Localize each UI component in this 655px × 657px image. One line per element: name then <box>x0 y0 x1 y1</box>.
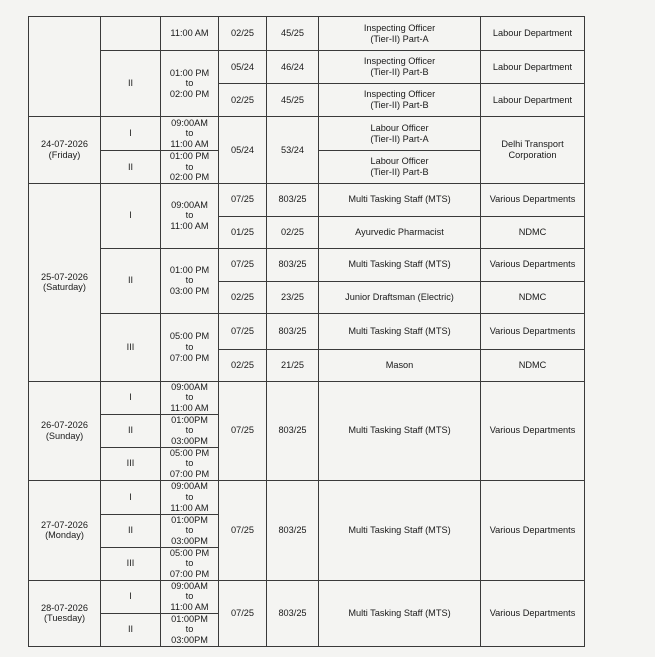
cell-line: to <box>185 491 194 502</box>
advt-no-cell: 07/25 <box>219 248 267 281</box>
time-cell <box>161 381 219 414</box>
cell-line: 02:00 PM <box>169 172 210 183</box>
table-row <box>29 17 585 51</box>
cell-line: Labour Department <box>492 61 573 72</box>
table-row <box>29 480 585 514</box>
post-name-cell <box>319 84 481 117</box>
cell-line: Labour Officer <box>370 156 429 167</box>
cell-line: Multi Tasking Staff (MTS) <box>348 425 451 436</box>
cell-line: 11:00 AM <box>170 502 209 513</box>
table-row <box>29 580 585 613</box>
shift-cell: III <box>101 313 161 381</box>
post-code-cell: 53/24 <box>267 117 319 184</box>
cell-line: Multi Tasking Staff (MTS) <box>348 607 451 618</box>
post-name-cell <box>319 117 481 151</box>
exam-schedule-table <box>28 16 585 647</box>
cell-line: 03:00 PM <box>169 286 210 297</box>
time-cell <box>161 248 219 313</box>
cell-line: 01:00PM <box>171 613 208 624</box>
cell-line: Various Departments <box>489 325 576 336</box>
table-row <box>29 381 585 414</box>
cell-line: Mason <box>385 359 414 370</box>
time-cell <box>161 313 219 381</box>
department-cell <box>481 281 585 313</box>
shift-cell: I <box>101 183 161 248</box>
cell-line: (Saturday) <box>43 282 86 293</box>
shift-cell: III <box>101 547 161 580</box>
shift-cell: II <box>101 51 161 117</box>
cell-line: 28-07-2026 <box>41 602 88 613</box>
cell-line: (Tier-II) Part-B <box>370 166 429 177</box>
post-code-cell: 803/25 <box>267 313 319 349</box>
cell-line: Inspecting Officer <box>363 56 436 67</box>
time-cell <box>161 480 219 514</box>
table-row <box>29 313 585 349</box>
department-cell <box>481 84 585 117</box>
shift-cell: I <box>101 381 161 414</box>
cell-line: to <box>185 210 194 221</box>
cell-line: Inspecting Officer <box>363 22 436 33</box>
time-cell <box>161 183 219 248</box>
post-code-cell: 803/25 <box>267 480 319 580</box>
cell-line: to <box>185 275 194 286</box>
cell-line: to <box>185 458 194 469</box>
cell-line: to <box>185 591 194 602</box>
time-cell <box>161 151 219 184</box>
shift-cell: II <box>101 151 161 184</box>
shift-cell: II <box>101 248 161 313</box>
post-code-cell: 23/25 <box>267 281 319 313</box>
date-cell <box>29 183 101 381</box>
cell-line: 09:00AM <box>171 481 208 492</box>
post-name-cell <box>319 349 481 381</box>
cell-line: 27-07-2026 <box>41 519 88 530</box>
cell-line: Multi Tasking Staff (MTS) <box>348 194 451 205</box>
advt-no-cell: 07/25 <box>219 381 267 480</box>
cell-line: 01:00PM <box>171 514 208 525</box>
advt-no-cell: 05/24 <box>219 117 267 184</box>
time-cell <box>161 514 219 547</box>
table-row <box>29 117 585 151</box>
cell-line: 03:00PM <box>171 536 208 547</box>
post-name-cell <box>319 248 481 281</box>
cell-line: to <box>185 624 194 635</box>
post-name-cell <box>319 183 481 216</box>
post-code-cell: 02/25 <box>267 216 319 248</box>
department-cell <box>481 381 585 480</box>
department-cell <box>481 580 585 646</box>
post-name-cell <box>319 313 481 349</box>
advt-no-cell: 02/25 <box>219 281 267 313</box>
department-cell <box>481 216 585 248</box>
cell-line: 25-07-2026 <box>41 271 88 282</box>
cell-line: 03:00PM <box>171 635 208 646</box>
post-name-cell <box>319 480 481 580</box>
cell-line: Labour Officer <box>370 122 429 133</box>
cell-line: 09:00AM <box>171 381 208 392</box>
cell-line: to <box>185 128 194 139</box>
cell-line: to <box>185 392 194 403</box>
cell-line: (Tier-II) Part-A <box>370 133 429 144</box>
cell-line: Junior Draftsman (Electric) <box>345 291 454 302</box>
cell-line: 02:00 PM <box>169 88 210 99</box>
post-name-cell <box>319 216 481 248</box>
time-cell <box>161 17 219 51</box>
cell-line: (Sunday) <box>45 430 84 441</box>
cell-line: 11:00 AM <box>170 28 209 39</box>
cell-line: 05:00 PM <box>169 331 210 342</box>
table-row <box>29 51 585 84</box>
shift-cell: III <box>101 447 161 480</box>
post-code-cell: 803/25 <box>267 381 319 480</box>
cell-line: Ayurvedic Pharmacist <box>355 226 444 237</box>
department-cell <box>481 313 585 349</box>
cell-line: 11:00 AM <box>170 138 209 149</box>
shift-cell: II <box>101 414 161 447</box>
advt-no-cell: 02/25 <box>219 17 267 51</box>
post-code-cell: 45/25 <box>267 17 319 51</box>
shift-cell: II <box>101 514 161 547</box>
cell-line: (Friday) <box>48 149 81 160</box>
cell-line: NDMC <box>518 291 547 302</box>
department-cell <box>481 183 585 216</box>
cell-line: 03:00PM <box>171 436 208 447</box>
cell-line: 07:00 PM <box>169 469 210 480</box>
post-code-cell: 803/25 <box>267 248 319 281</box>
cell-line: Multi Tasking Staff (MTS) <box>348 259 451 270</box>
cell-line: NDMC <box>518 226 547 237</box>
cell-line: (Monday) <box>45 530 84 541</box>
advt-no-cell: 07/25 <box>219 313 267 349</box>
cell-line: Labour Department <box>492 94 573 105</box>
time-cell <box>161 414 219 447</box>
cell-line: 01:00 PM <box>169 67 210 78</box>
post-name-cell <box>319 580 481 646</box>
post-name-cell <box>319 281 481 313</box>
time-cell <box>161 51 219 117</box>
cell-line: 11:00 AM <box>170 602 209 613</box>
cell-line: Various Departments <box>489 259 576 270</box>
cell-line: 09:00AM <box>171 117 208 128</box>
advt-no-cell: 07/25 <box>219 183 267 216</box>
time-cell <box>161 580 219 613</box>
cell-line: Various Departments <box>489 425 576 436</box>
post-code-cell: 45/25 <box>267 84 319 117</box>
cell-line: Various Departments <box>489 194 576 205</box>
shift-cell: II <box>101 613 161 646</box>
cell-line: to <box>185 78 194 89</box>
cell-line: to <box>185 525 194 536</box>
table-row <box>29 248 585 281</box>
time-cell <box>161 447 219 480</box>
date-cell <box>29 117 101 184</box>
date-cell <box>29 580 101 646</box>
cell-line: 24-07-2026 <box>41 139 88 150</box>
department-cell <box>481 117 585 184</box>
cell-line: 11:00 AM <box>170 221 209 232</box>
post-code-cell: 803/25 <box>267 580 319 646</box>
time-cell <box>161 117 219 151</box>
post-name-cell <box>319 381 481 480</box>
cell-line: Corporation <box>508 149 557 160</box>
advt-no-cell: 07/25 <box>219 480 267 580</box>
cell-line: 01:00 PM <box>169 264 210 275</box>
cell-line: 01:00 PM <box>169 151 210 161</box>
shift-cell: I <box>101 580 161 613</box>
cell-line: 26-07-2026 <box>41 420 88 431</box>
shift-cell <box>101 17 161 51</box>
advt-no-cell: 07/25 <box>219 580 267 646</box>
cell-line: Various Departments <box>489 524 576 535</box>
cell-line: (Tuesday) <box>43 613 86 624</box>
cell-line: 07:00 PM <box>169 352 210 363</box>
cell-line: (Tier-II) Part-A <box>370 33 429 44</box>
advt-no-cell: 02/25 <box>219 84 267 117</box>
cell-line: to <box>185 425 194 436</box>
cell-line: to <box>185 161 194 172</box>
shift-cell: I <box>101 480 161 514</box>
cell-line: Delhi Transport <box>501 139 564 150</box>
cell-line: 11:00 AM <box>170 403 209 414</box>
cell-line: Multi Tasking Staff (MTS) <box>348 325 451 336</box>
time-cell <box>161 613 219 646</box>
advt-no-cell: 05/24 <box>219 51 267 84</box>
cell-line: 09:00AM <box>171 199 208 210</box>
post-code-cell: 803/25 <box>267 183 319 216</box>
department-cell <box>481 248 585 281</box>
department-cell <box>481 349 585 381</box>
department-cell <box>481 51 585 84</box>
date-cell <box>29 480 101 580</box>
cell-line: 05:00 PM <box>169 547 210 558</box>
advt-no-cell: 01/25 <box>219 216 267 248</box>
shift-cell: I <box>101 117 161 151</box>
department-cell <box>481 480 585 580</box>
cell-line: Inspecting Officer <box>363 89 436 100</box>
post-code-cell: 21/25 <box>267 349 319 381</box>
advt-no-cell: 02/25 <box>219 349 267 381</box>
cell-line: Labour Department <box>492 28 573 39</box>
date-cell <box>29 17 101 117</box>
cell-line: 01:00PM <box>171 414 208 425</box>
cell-line: to <box>185 558 194 569</box>
cell-line: 09:00AM <box>171 580 208 591</box>
date-cell <box>29 381 101 480</box>
post-code-cell: 46/24 <box>267 51 319 84</box>
cell-line: to <box>185 341 194 352</box>
cell-line: 07:00 PM <box>169 569 210 580</box>
cell-line: (Tier-II) Part-B <box>370 100 429 110</box>
cell-line: Various Departments <box>489 607 576 618</box>
cell-line: NDMC <box>518 359 547 370</box>
post-name-cell <box>319 51 481 84</box>
department-cell <box>481 17 585 51</box>
table-row <box>29 183 585 216</box>
cell-line: (Tier-II) Part-B <box>370 67 429 77</box>
cell-line: 05:00 PM <box>169 447 210 458</box>
post-name-cell <box>319 17 481 51</box>
cell-line: Multi Tasking Staff (MTS) <box>348 524 451 535</box>
post-name-cell <box>319 151 481 184</box>
time-cell <box>161 547 219 580</box>
